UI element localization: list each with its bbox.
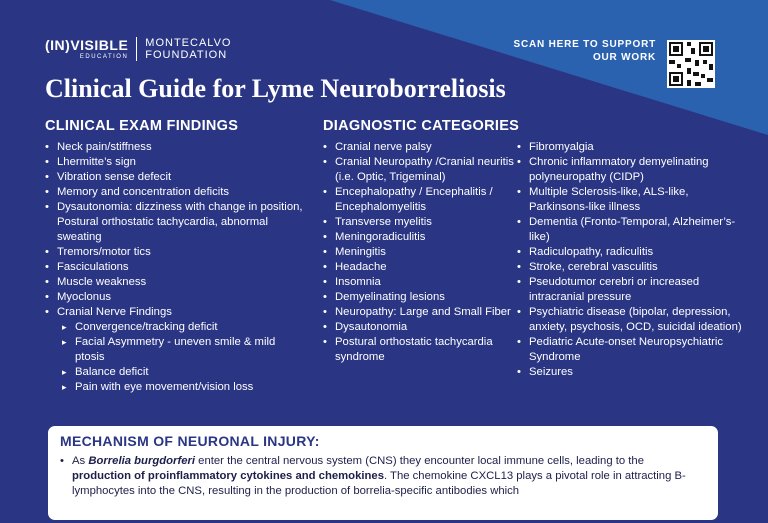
mechanism-heading: MECHANISM OF NEURONAL INJURY: xyxy=(60,433,320,449)
logo-main: (IN)VISIBLE xyxy=(45,37,129,53)
exam-list-item: • Tremors/motor tics xyxy=(45,245,307,260)
exam-list-item: ▸ Facial Asymmetry - uneven smile & mild ptosis xyxy=(45,335,307,365)
diag-col2-item: • Dementia (Fronto-Temporal, Alzheimer’s-like) xyxy=(517,215,747,245)
diag-col1-item: • Demyelinating lesions xyxy=(323,290,515,305)
exam-list-item: • Dysautonomia: dizziness with change in position, Postural orthostatic tachycardia, abnormal sweating xyxy=(45,200,307,245)
diag-col2-item: • Pediatric Acute-onset Neuropsychiatric Syndrome xyxy=(517,335,747,365)
exam-list-item: • Cranial Nerve Findings xyxy=(45,305,307,320)
logo xyxy=(45,37,231,61)
diag-col1-item: • Headache xyxy=(323,260,515,275)
exam-list xyxy=(45,140,307,395)
scan-text xyxy=(514,38,657,64)
logo-foundation-line2: FOUNDATION xyxy=(145,49,228,61)
diag-list-col2 xyxy=(517,140,747,380)
mech-p3: . The chemokine CXCL13 plays a pivotal role in attracting B-lymphocytes into the CNS, resulting in the production of borrelia-specific antibodies which xyxy=(72,470,686,497)
diag-col1-item: • Insomnia xyxy=(323,275,515,290)
exam-list-item: • Fasciculations xyxy=(45,260,307,275)
exam-list-item: • Memory and concentration deficits xyxy=(45,185,307,200)
diag-col2-item: • Chronic inflammatory demyelinating polyneuropathy (CIDP) xyxy=(517,155,747,185)
mechanism-box xyxy=(45,423,721,523)
mechanism-text xyxy=(60,454,706,499)
exam-heading: CLINICAL EXAM FINDINGS xyxy=(45,118,239,134)
diag-col2-item: • Multiple Sclerosis-like, ALS-like, Parkinsons-like illness xyxy=(517,185,747,215)
scan-line2: OUR WORK xyxy=(592,52,656,63)
diag-col1-item: • Transverse myelitis xyxy=(323,215,515,230)
diag-col1-item: • Encephalopathy / Encephalitis / Encephalomyelitis xyxy=(323,185,515,215)
scan-line1: SCAN HERE TO SUPPORT xyxy=(513,39,656,50)
exam-list-item: ▸ Balance deficit xyxy=(45,365,307,380)
qr-code-icon[interactable] xyxy=(667,40,715,88)
diag-col2-item: • Pseudotumor cerebri or increased intracranial pressure xyxy=(517,275,747,305)
exam-list-item: • Muscle weakness xyxy=(45,275,307,290)
page-title: Clinical Guide for Lyme Neuroborreliosis xyxy=(45,74,506,103)
exam-list-item: • Lhermitte’s sign xyxy=(45,155,307,170)
mech-bold: production of proinflammatory cytokines and chemokines xyxy=(72,470,384,482)
logo-foundation-line1: MONTECALVO xyxy=(145,37,232,49)
diag-list-col1 xyxy=(323,140,515,365)
diag-col1-item: • Meningitis xyxy=(323,245,515,260)
logo-sub: EDUCATION xyxy=(79,54,129,60)
exam-list-item: ▸ Convergence/tracking deficit xyxy=(45,320,307,335)
diag-col1-item: • Meningoradiculitis xyxy=(323,230,515,245)
diag-col2-item: • Fibromyalgia xyxy=(517,140,747,155)
exam-list-item: • Myoclonus xyxy=(45,290,307,305)
exam-list-item: • Vibration sense defecit xyxy=(45,170,307,185)
mech-p1: As xyxy=(72,455,89,467)
mech-organism: Borrelia burgdorferi xyxy=(88,455,196,467)
mech-p2: enter the central nervous system (CNS) they encounter local immune cells, leading to the xyxy=(195,455,644,467)
diag-heading: DIAGNOSTIC CATEGORIES xyxy=(323,118,520,134)
exam-list-item: • Neck pain/stiffness xyxy=(45,140,307,155)
diag-col2-item: • Stroke, cerebral vasculitis xyxy=(517,260,747,275)
diag-col1-item: • Cranial Neuropathy /Cranial neuritis (i.e. Optic, Trigeminal) xyxy=(323,155,515,185)
diag-col1-item: • Dysautonomia xyxy=(323,320,515,335)
diag-col2-item: • Radiculopathy, radiculitis xyxy=(517,245,747,260)
diag-col1-item: • Postural orthostatic tachycardia syndrome xyxy=(323,335,515,365)
diag-col1-item: • Neuropathy: Large and Small Fiber xyxy=(323,305,515,320)
diag-col2-item: • Seizures xyxy=(517,365,747,380)
diag-col1-item: • Cranial nerve palsy xyxy=(323,140,515,155)
exam-list-item: ▸ Pain with eye movement/vision loss xyxy=(45,380,307,395)
logo-divider xyxy=(136,37,137,61)
diag-col2-item: • Psychiatric disease (bipolar, depression, anxiety, psychosis, OCD, suicidal ideation) xyxy=(517,305,747,335)
